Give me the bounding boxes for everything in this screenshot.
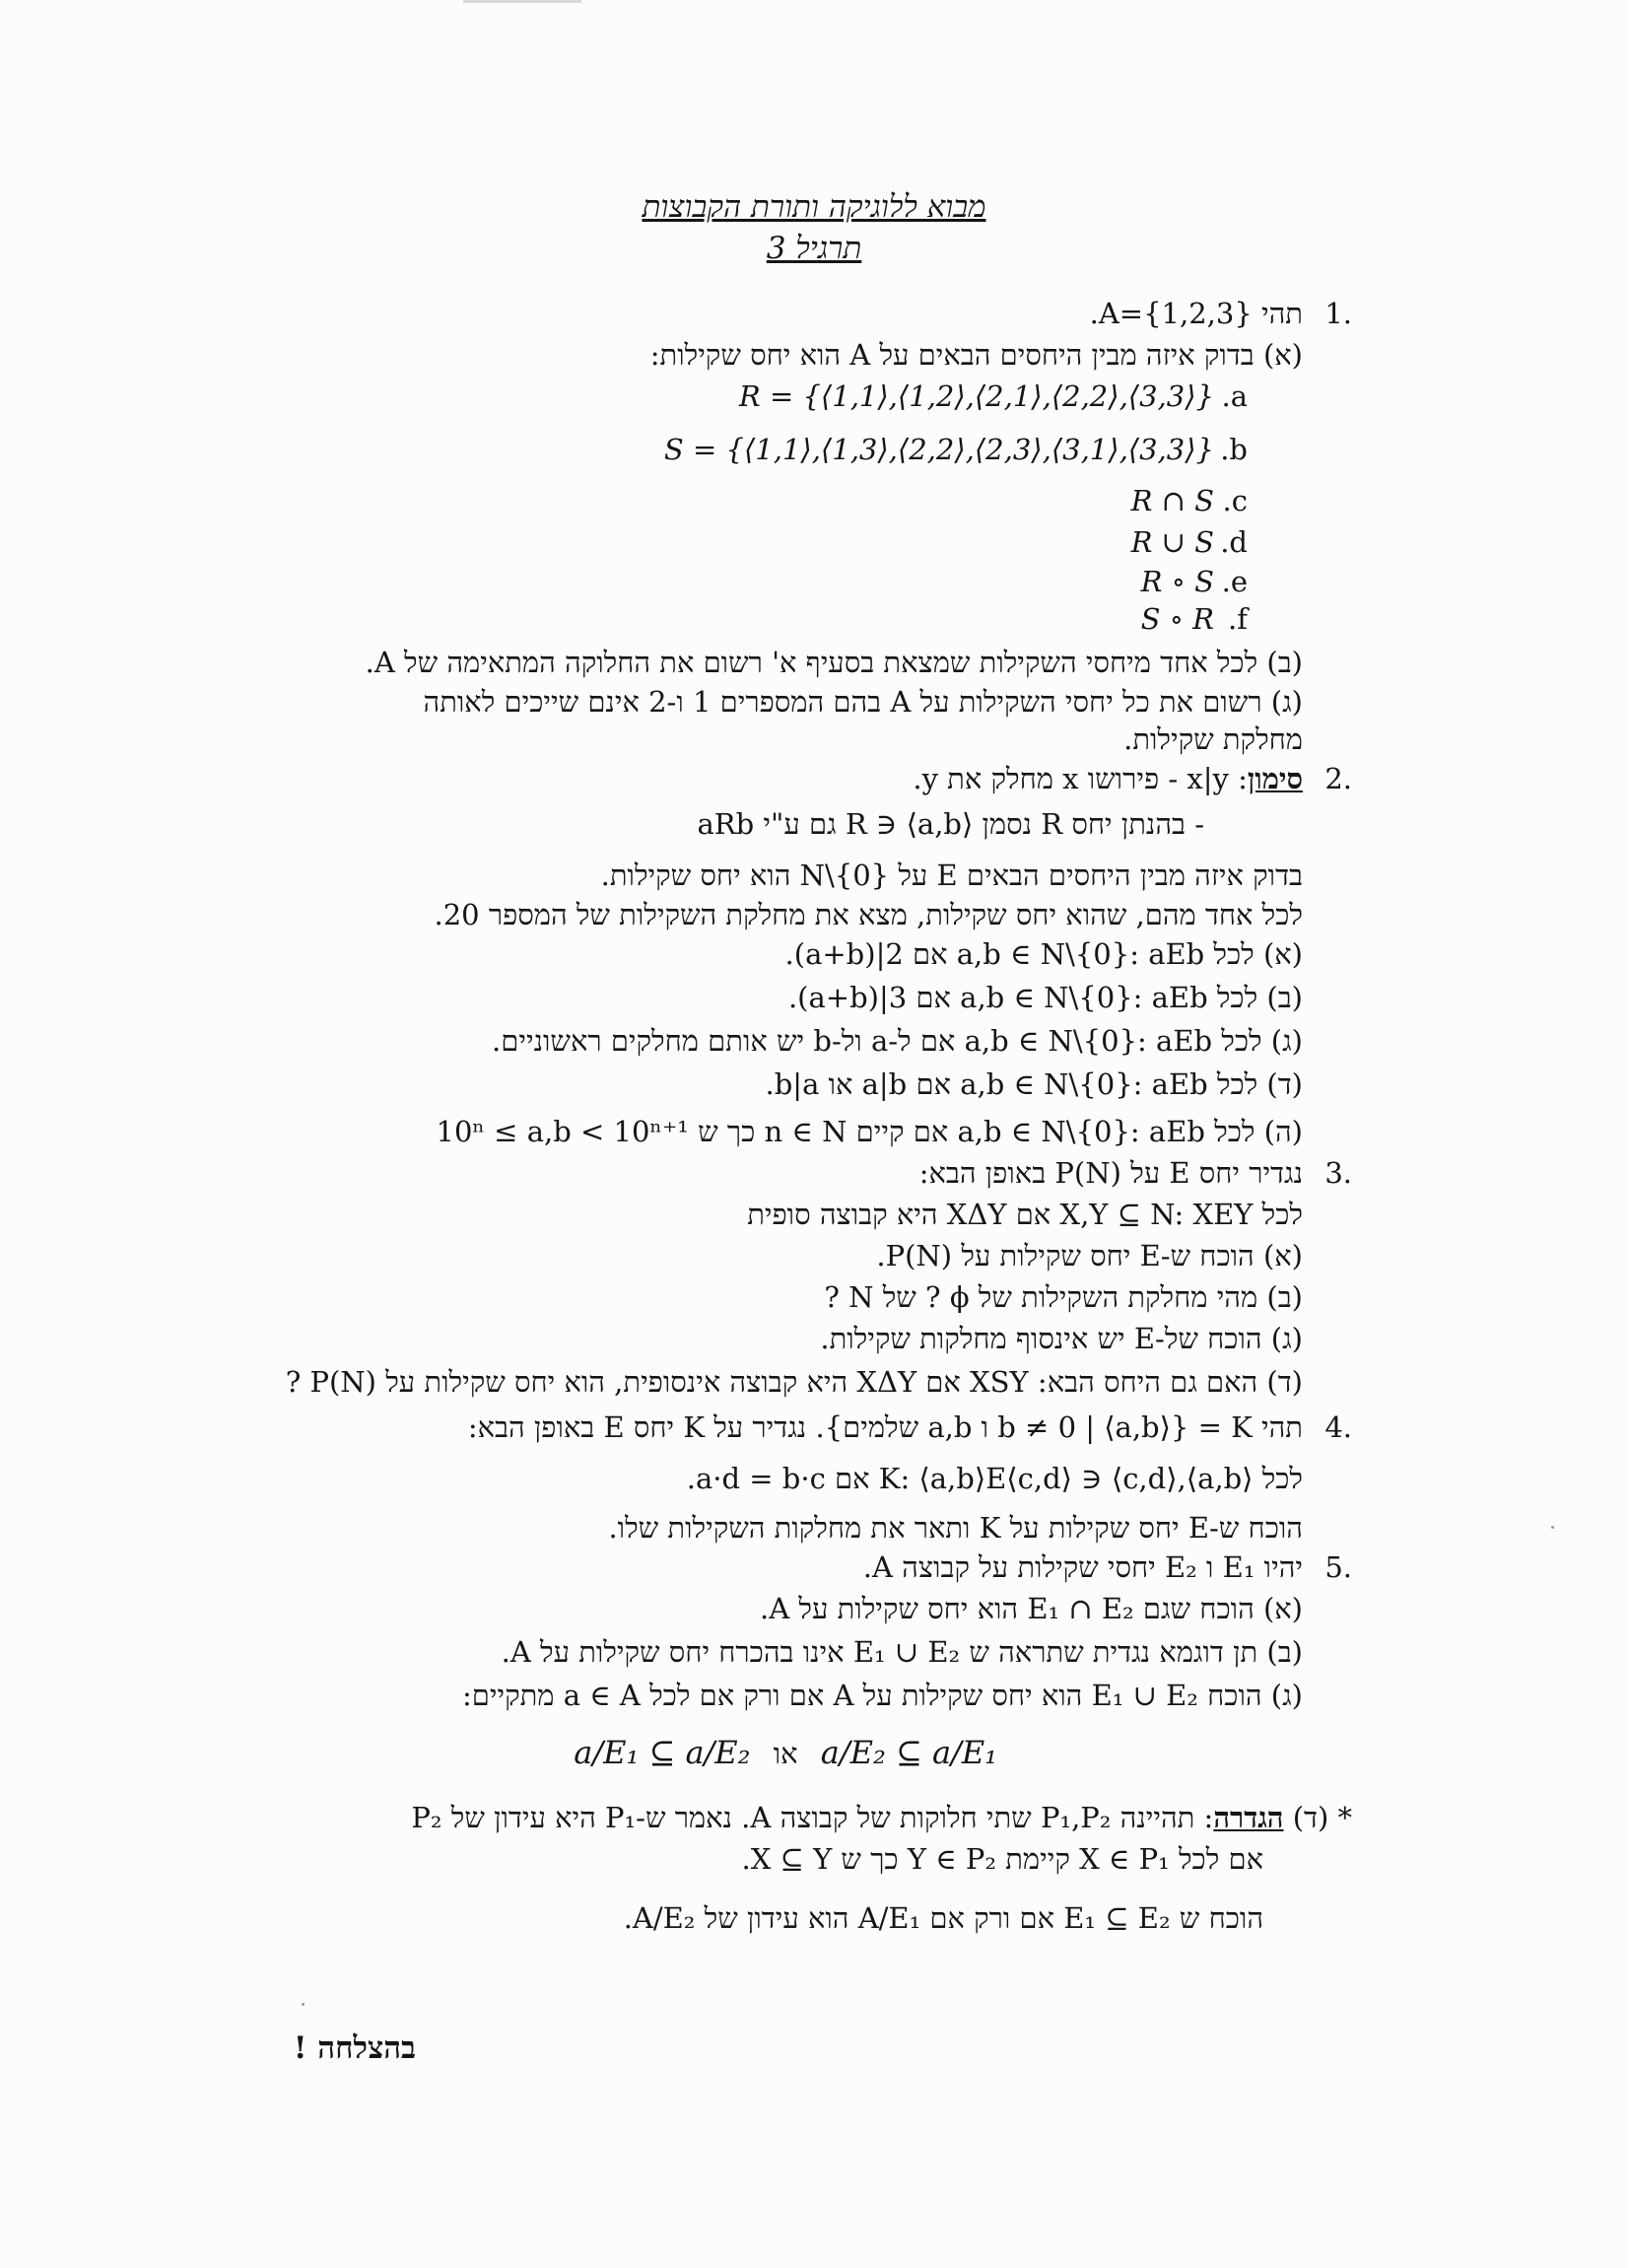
scan-speck [1551, 1526, 1554, 1529]
q3-intro: נגדיר יחס E על P(N) באופן הבא: [918, 1156, 1303, 1190]
q4-number: 4. [1324, 1410, 1352, 1444]
q3-part-a: (א) הוכח ש-E יחס שקילות על P(N). [876, 1239, 1303, 1272]
q1-part-b: (ב) לכל אחד מיחסי השקילות שמצאת בסעיף א' רשום את החלוקה המתאימה של A. [365, 646, 1303, 679]
q1-item-label: .b [1220, 433, 1248, 466]
scan-edge-mark [463, 0, 581, 3]
q2-notation [913, 759, 1303, 798]
q2-line4: לכל אחד מהם, שהוא יחס שקילות, מצא את מחלקת השקילות של המספר 20. [434, 898, 1303, 931]
q2-notation-label: סימון [1247, 762, 1303, 795]
scan-speck [302, 2003, 305, 2006]
q5-number: 5. [1324, 1550, 1352, 1584]
q1-part-c: (ג) רשום את כל יחסי השקילות על A בהם המספרים 1 ו-2 אינם שייכים לאותה [423, 685, 1303, 719]
q5-part-a: (א) הוכח שגם E₁ ∩ E₂ הוא יחס שקילות על A. [760, 1592, 1303, 1625]
q5-d-definition-label: הגדרה [1213, 1801, 1284, 1834]
q5-part-d-header [411, 1798, 1352, 1837]
q5-d-label: (ד) [1292, 1801, 1329, 1834]
q1-item-label: .a [1221, 379, 1248, 413]
q3-part-b: (ב) מהי מחלקת השקילות של ϕ ? של N ? [824, 1280, 1303, 1314]
q1-part-c-cont: מחלקת שקילות. [1123, 722, 1303, 756]
q3-number: 3. [1324, 1156, 1352, 1190]
q1-intro: תהי A={1,2,3}. [1089, 297, 1303, 330]
q4-intro: תהי K = {⟨a,b⟩ | b ≠ 0 ו a,b שלמים}. נגדיר על K יחס E באופן הבא: [467, 1410, 1303, 1444]
q5-d-line3: הוכח ש E₁ ⊆ E₂ אם ורק אם A/E₁ הוא עידון של A/E₂. [623, 1901, 1263, 1935]
q5-d-star: * [1337, 1801, 1352, 1834]
q2-part-d: (ד) לכל a,b ∈ N\{0}: aEb אם a|b או b|a. [765, 1067, 1303, 1101]
q5-part-c: (ג) הוכח E₁ ∪ E₂ הוא יחס שקילות על A אם ורק אם לכל a ∈ A מתקיים: [462, 1679, 1303, 1712]
q1-item-math: R = {⟨1,1⟩,⟨1,2⟩,⟨2,1⟩,⟨2,2⟩,⟨3,3⟩} [738, 379, 1214, 413]
q3-line2: לכל X,Y ⊆ N: XEY אם XΔY היא קבוצה סופית [747, 1198, 1303, 1231]
q1-item-math: S ∘ R [1140, 602, 1214, 636]
q2-part-c: (ג) לכל a,b ∈ N\{0}: aEb אם ל-a ול-b יש אותם מחלקים ראשוניים. [492, 1024, 1303, 1058]
q5-c-or: או [773, 1737, 798, 1770]
q2-part-a: (א) לכל a,b ∈ N\{0}: aEb אם 2|(a+b). [784, 937, 1303, 971]
q1-item-label: .e [1221, 565, 1248, 598]
q1-part-a: (א) בדוק איזה מבין היחסים הבאים על A הוא יחס שקילות: [649, 338, 1303, 372]
q2-number: 2. [1324, 762, 1352, 795]
q2-line2: - בהנתן יחס R נסמן ⟨a,b⟩ ∈ R גם ע"י aRb [697, 807, 1204, 841]
q1-item-label: .d [1220, 525, 1248, 559]
q5-intro: יהיו E₁ ו E₂ יחסי שקילות על קבוצה A. [862, 1550, 1303, 1584]
q1-item-label: .f [1228, 602, 1248, 636]
q5-c-math-1: a/E₂ ⊆ a/E₁ [820, 1734, 997, 1771]
q1-item-math: R ∪ S [1130, 525, 1214, 559]
q5-part-b: (ב) תן דוגמא נגדית שתראה ש E₁ ∪ E₂ אינו בהכרח יחס שקילות על A. [501, 1635, 1303, 1669]
q2-line3: בדוק איזה מבין היחסים הבאים E על N\{0} הוא יחס שקילות. [600, 859, 1303, 892]
q1-item-math: R ∘ S [1140, 565, 1214, 598]
q1-item-math: R ∩ S [1130, 484, 1214, 517]
q2-part-e: (ה) לכל a,b ∈ N\{0}: aEb אם קיים n ∈ N כך ש 10ⁿ ≤ a,b < 10ⁿ⁺¹ [436, 1115, 1303, 1148]
q3-part-d: (ד) האם גם היחס הבא: XSY אם XΔY היא קבוצה אינסופית, הוא יחס שקילות על P(N) ? [285, 1365, 1303, 1399]
q1-item-math: S = {⟨1,1⟩,⟨1,3⟩,⟨2,2⟩,⟨2,3⟩,⟨3,1⟩,⟨3,3⟩} [663, 433, 1214, 466]
q4-line3: הוכח ש-E יחס שקילות על K ותאר את מחלקות השקילות שלו. [608, 1511, 1303, 1545]
q1-item-label: .c [1222, 484, 1248, 517]
course-title: מבוא ללוגיקה ותורת הקבוצות [642, 189, 986, 225]
q5-d-definition-text: : תהיינה P₁,P₂ שתי חלוקות של קבוצה A. נאמר ש-P₁ היא עידון של P₂ [411, 1801, 1214, 1834]
q5-d-line2: אם לכל X ∈ P₁ קיימת Y ∈ P₂ כך ש X ⊆ Y. [741, 1842, 1263, 1876]
exercise-title: תרגיל 3 [766, 231, 862, 266]
q5-c-math-2: a/E₁ ⊆ a/E₂ [574, 1734, 751, 1771]
q5-c-condition [574, 1733, 997, 1773]
q1-number: 1. [1324, 297, 1352, 330]
q2-notation-text: : x|y - פירושו x מחלק את y. [913, 762, 1248, 795]
q2-part-b: (ב) לכל a,b ∈ N\{0}: aEb אם 3|(a+b). [787, 981, 1303, 1014]
q4-line2: לכל ⟨a,b⟩,⟨c,d⟩ ∈ K: ⟨a,b⟩E⟨c,d⟩ אם a·d = b·c. [686, 1462, 1303, 1495]
q3-part-c: (ג) הוכח של-E יש אינסוף מחלקות שקילות. [820, 1322, 1303, 1355]
closing-text: בהצלחה ! [293, 2030, 416, 2066]
